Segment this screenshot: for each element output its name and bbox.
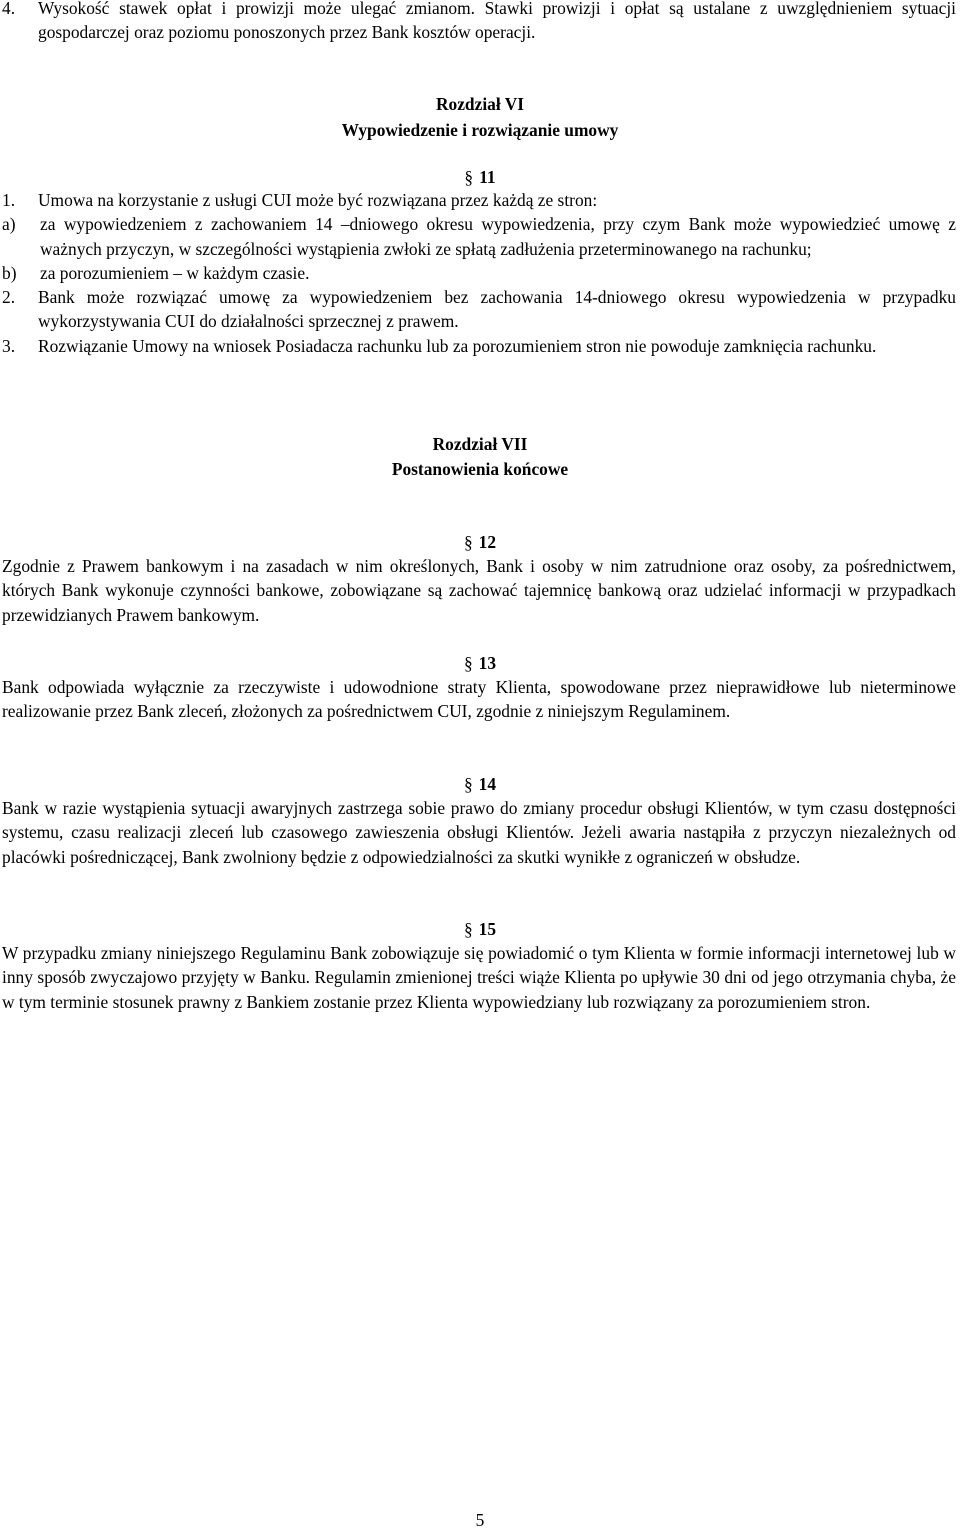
item-text: Wysokość stawek opłat i prowizji może ulegać zmianom. Stawki prowizji i opłat są ustalane z uwzględnieniem sytuacji gospodarczej oraz poziomu ponoszonych przez Bank kosztów operacji. [38, 0, 956, 43]
paragraph-symbol: § [463, 919, 473, 939]
list-item [2, 334, 956, 358]
section-heading [430, 530, 530, 554]
sub-item-text: za porozumieniem – w każdym czasie. [40, 262, 310, 283]
section-heading [430, 772, 530, 796]
item-number: 3. [2, 335, 16, 356]
section-number: 12 [478, 532, 497, 552]
item-text: Umowa na korzystanie z usługi CUI może być rozwiązana przez każdą ze stron: [38, 190, 598, 210]
chapter-title: Rozdział VII [432, 434, 528, 454]
sub-item-a [2, 212, 956, 261]
section-number: 13 [478, 653, 497, 673]
sub-item-label: b) [2, 262, 17, 283]
item-text: Rozwiązanie Umowy na wniosek Posiadacza rachunku lub za porozumieniem stron nie powoduje zamknięcia rachunku. [38, 335, 877, 356]
section-11-body [2, 188, 956, 358]
item-number: 2. [2, 287, 16, 308]
section-heading [430, 165, 530, 189]
list-item [2, 188, 956, 212]
paragraph-symbol: § [463, 774, 473, 794]
section-15-text: W przypadku zmiany niniejszego Regulaminu Bank zobowiązuje się powiadomić o tym Klienta w formie informacji internetowej lub w inny sposób zwyczajowo przyjęty w Banku. Regulamin zmienionej treści wiąże Klienta po upływie 30 dni od jego otrzymania chyba, że w tym terminie stosunek prawny z Bankiem zostanie przez Klienta wypowiedziany lub rozwiązany za porozumieniem stron. [2, 943, 956, 1012]
sub-item-label: a) [2, 214, 16, 235]
item-text: Bank może rozwiązać umowę za wypowiedzeniem bez zachowania 14-dniowego okresu wypowiedzenia w przypadku wykorzystywania CUI do działalności sprzecznej z prawem. [38, 287, 956, 332]
chapter-subtitle: Postanowienia końcowe [391, 459, 569, 479]
section-14-text: Bank w razie wystąpienia sytuacji awaryjnych zastrzega sobie prawo do zmiany procedur obsługi Klientów, w tym czasu dostępności systemu, czasu realizacji zleceń lub czasowego zawieszenia obsługi Klientów. Jeżeli awaria nastąpiła z przyczyn niezależnych od placówki pośredniczącej, Bank zwolniony będzie z odpowiedzialności za skutki wynikłe z ograniczeń w obsłudze. [2, 798, 956, 867]
item-number: 1. [2, 190, 16, 210]
intro-item [2, 0, 956, 45]
section-heading [430, 651, 530, 675]
section-number: 11 [479, 167, 496, 187]
sub-item-b [2, 261, 956, 285]
section-number: 15 [478, 919, 497, 939]
paragraph-symbol: § [464, 167, 474, 187]
paragraph-symbol: § [463, 532, 473, 552]
section-12-text: Zgodnie z Prawem bankowym i na zasadach w nim określonych, Bank i osoby w nim zatrudnione oraz osoby, za pośrednictwem, których Bank wykonuje czynności bankowe, zobowiązane są zachować tajemnicę bankową oraz udzielać informacji w przypadkach przewidzianych Prawem bankowym. [2, 556, 956, 625]
chapter-title: Rozdział VI [435, 94, 525, 114]
sub-item-text: za wypowiedzeniem z zachowaniem 14 –dniowego okresu wypowiedzenia, przy czym Bank może wypowiedzieć umowę z ważnych przyczyn, w szczególności wystąpienia zwłoki ze spłatą zadłużenia przeterminowanego na rachunku; [40, 214, 956, 259]
item-number: 4. [2, 0, 16, 18]
section-heading [430, 917, 530, 941]
chapter-subtitle: Wypowiedzenie i rozwiązanie umowy [341, 120, 619, 140]
section-13-text: Bank odpowiada wyłącznie za rzeczywiste i udowodnione straty Klienta, spowodowane przez nieprawidłowe lub nieterminowe realizowanie przez Bank zleceń, złożonych za pośrednictwem CUI, zgodnie z niniejszym Regulaminem. [2, 677, 956, 722]
paragraph-symbol: § [463, 653, 473, 673]
section-number: 14 [478, 774, 497, 794]
page-number: 5 [475, 1510, 485, 1530]
list-item [2, 285, 956, 334]
